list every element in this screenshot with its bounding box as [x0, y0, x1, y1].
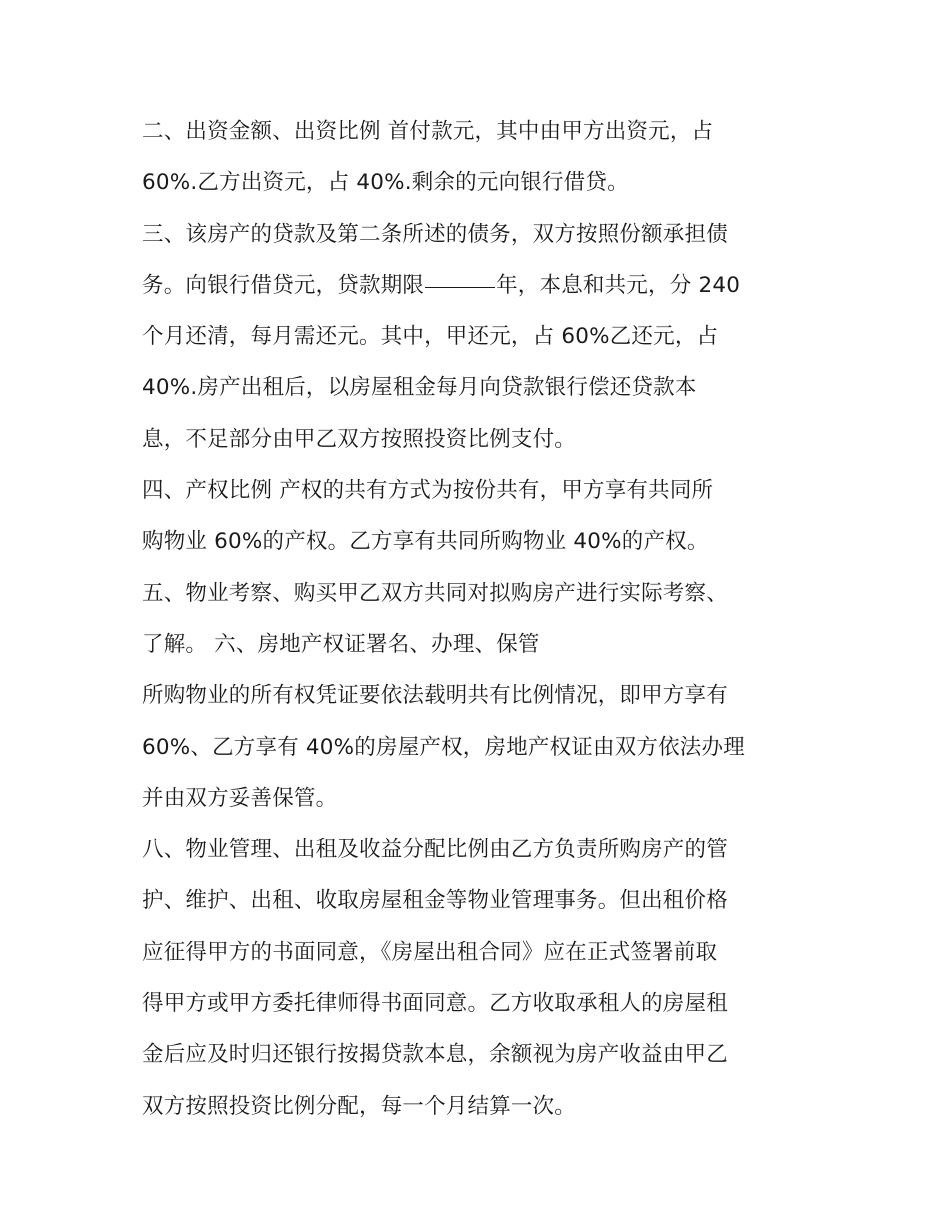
text-line: 三、该房产的贷款及第二条所述的债务，双方按照份额承担债	[142, 221, 728, 247]
text-line: 二、出资金额、出资比例 首付款元，其中由甲方出资元，占	[142, 119, 714, 144]
text-segment: 务。向银行借贷元，贷款期限	[142, 272, 425, 298]
text-line: 应征得甲方的书面同意，《房屋出租合同》应在正式签署前取	[142, 939, 718, 965]
text-line: 并由双方妥善保管。	[142, 785, 338, 811]
text-line: 60%、乙方享有 40%的房屋产权，房地产权证由双方依法办理	[142, 734, 745, 760]
text-line: 息，不足部分由甲乙双方按照投资比例支付。	[142, 426, 577, 452]
text-line: 个月还清，每月需还元。其中，甲还元，占 60%乙还元，占	[142, 324, 719, 350]
document-body	[142, 106, 822, 1132]
text-line: 60%.乙方出资元，占 40%.剩余的元向银行借贷。	[142, 170, 629, 196]
fill-in-blank-underline	[425, 286, 495, 288]
text-segment: 年，本息和共元，分 240	[496, 272, 741, 298]
text-line: 金后应及时归还银行按揭贷款本息，余额视为房产收益由甲乙	[142, 1042, 728, 1068]
text-line	[142, 260, 822, 311]
text-line: 了解。 六、房地产权证署名、办理、保管	[142, 631, 540, 657]
text-line: 八、物业管理、出租及收益分配比例由乙方负责所购房产的管	[142, 837, 728, 863]
text-line: 五、物业考察、购买甲乙双方共同对拟购房产进行实际考察、	[142, 580, 728, 606]
text-line: 得甲方或甲方委托律师得书面同意。乙方收取承租人的房屋租	[142, 991, 728, 1017]
text-line: 双方按照投资比例分配，每一个月结算一次。	[142, 1093, 577, 1119]
text-line: 40%.房产出租后，以房屋租金每月向贷款银行偿还贷款本	[142, 375, 697, 401]
text-line: 所购物业的所有权凭证要依法载明共有比例情况，即甲方享有	[142, 683, 728, 709]
text-line: 购物业 60%的产权。乙方享有共同所购物业 40%的产权。	[142, 529, 709, 555]
text-line: 四、产权比例 产权的共有方式为按份共有，甲方享有共同所	[142, 478, 714, 504]
text-line: 护、维护、出租、收取房屋租金等物业管理事务。但出租价格	[142, 888, 728, 914]
